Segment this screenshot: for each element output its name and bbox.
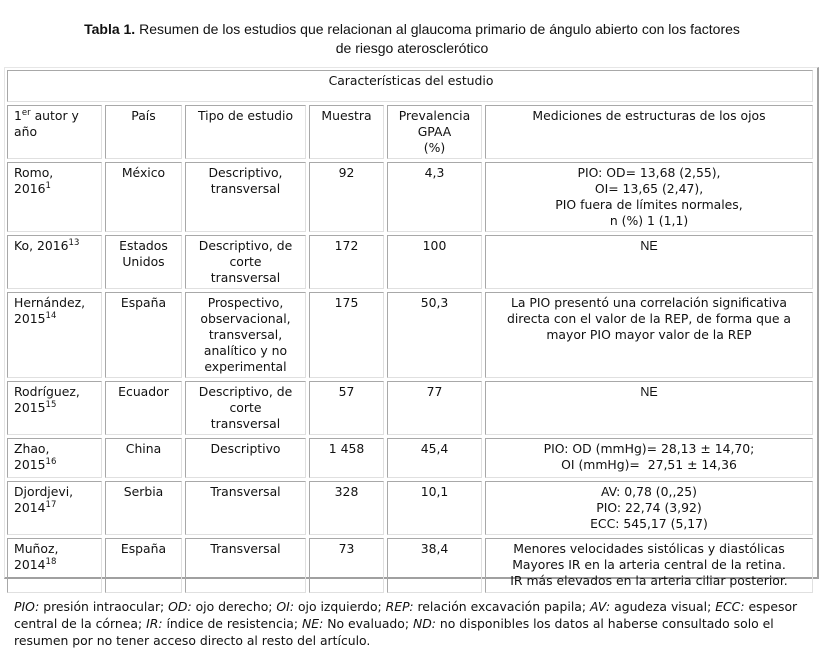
studies-table-frame xyxy=(4,67,819,588)
study-year: 2015 xyxy=(14,457,46,472)
study-year: 2016 xyxy=(14,181,46,196)
country-cell: España xyxy=(105,538,182,593)
reference-number: 1 xyxy=(45,181,51,191)
measurement-line: OI (mmHg)= 27,51 ± 14,36 xyxy=(561,457,737,472)
footnote-definition: ojo derecho; xyxy=(191,599,277,614)
study-type-line: experimental xyxy=(204,359,287,374)
study-type-line: Descriptivo xyxy=(210,441,281,456)
sample-cell: 175 xyxy=(309,292,384,378)
table-row xyxy=(7,292,813,378)
caption-text: Resumen de los estudios que relacionan al glaucoma primario de ángulo abierto con los factores xyxy=(135,21,740,37)
sample-cell: 1 458 xyxy=(309,438,384,478)
reference-number: 15 xyxy=(45,400,57,410)
footnote-definition: no disponibles los datos al haberse consultado solo el resumen por no tener acceso directo al resto del artículo. xyxy=(14,616,774,648)
studies-table xyxy=(4,67,816,596)
reference-number: 17 xyxy=(45,500,57,510)
column-header-author-text: autor y año xyxy=(14,108,79,139)
prevalence-cell: 100 xyxy=(387,235,482,289)
sample-cell: 92 xyxy=(309,162,384,232)
reference-number: 13 xyxy=(68,238,80,248)
measurement-line: PIO fuera de límites normales, xyxy=(555,197,743,212)
caption-label: Tabla 1. xyxy=(84,21,136,37)
column-header-author xyxy=(7,105,102,159)
table-row xyxy=(7,235,813,289)
measurements-cell xyxy=(485,292,813,378)
measurement-line: PIO: OD= 13,68 (2,55), xyxy=(577,165,721,180)
footnote-abbreviation: PIO: xyxy=(14,599,40,614)
footnote-abbreviation: IR: xyxy=(146,616,163,631)
measurement-line: Mayores IR en la arteria central de la retina. xyxy=(512,557,786,572)
prevalence-header-line: Prevalencia xyxy=(398,108,471,123)
measurement-line: NE xyxy=(640,239,658,253)
footnote-definition: presión intraocular; xyxy=(39,599,169,614)
group-header-row xyxy=(7,70,813,102)
footnote-abbreviation: REP: xyxy=(385,599,414,614)
author-name: Rodríguez, xyxy=(14,384,80,399)
footnote-definition: relación excavación papila; xyxy=(413,599,590,614)
column-header-row xyxy=(7,105,813,159)
prevalence-cell: 45,4 xyxy=(387,438,482,478)
prevalence-cell: 38,4 xyxy=(387,538,482,593)
measurement-line: OI= 13,65 (2,47), xyxy=(594,181,704,196)
measurement-line: n (%) 1 (1,1) xyxy=(609,213,689,228)
caption-line-1 xyxy=(0,20,824,39)
country-cell: Estados Unidos xyxy=(105,235,182,289)
measurement-line: directa con el valor de la REP, de forma que a xyxy=(506,311,792,326)
reference-number: 18 xyxy=(45,557,57,567)
study-type-cell xyxy=(185,292,306,378)
footnote-abbreviation: OI: xyxy=(276,599,294,614)
sample-cell: 172 xyxy=(309,235,384,289)
footnote-abbreviation: ECC: xyxy=(715,599,745,614)
table-row xyxy=(7,481,813,535)
study-type-line: observacional, xyxy=(200,311,291,326)
prevalence-cell: 10,1 xyxy=(387,481,482,535)
author-year-cell xyxy=(7,538,102,593)
country-cell: España xyxy=(105,292,182,378)
study-type-line: corte xyxy=(229,254,262,269)
sample-cell: 57 xyxy=(309,381,384,435)
column-header-author-sup: er xyxy=(21,108,31,118)
study-year: 2014 xyxy=(14,557,46,572)
measurements-cell xyxy=(485,538,813,593)
study-type-line: Transversal xyxy=(210,541,281,556)
country-cell: China xyxy=(105,438,182,478)
footnote-abbreviation: NE: xyxy=(301,616,324,631)
measurement-line: mayor PIO mayor valor de la REP xyxy=(546,327,752,342)
column-header-author-number: 1 xyxy=(14,108,22,123)
footnote-abbreviation: ND: xyxy=(412,616,436,631)
country-cell: Serbia xyxy=(105,481,182,535)
study-type-line: transversal xyxy=(210,416,281,431)
author-year-cell xyxy=(7,235,102,289)
study-type-line: Descriptivo, de xyxy=(198,384,293,399)
study-year: 2016 xyxy=(36,238,69,253)
study-type-cell xyxy=(185,235,306,289)
study-type-line: Descriptivo, de xyxy=(198,238,293,253)
country-cell: Ecuador xyxy=(105,381,182,435)
measurement-line: IR más elevados en la arteria ciliar posterior. xyxy=(510,573,788,588)
author-year-cell xyxy=(7,292,102,378)
study-type-line: corte xyxy=(229,400,262,415)
measurement-line: AV: 0,78 (0,,25) xyxy=(601,484,697,499)
prevalence-header-line: (%) xyxy=(423,140,446,155)
group-header-cell: Características del estudio xyxy=(7,70,813,102)
column-header-sample: Muestra xyxy=(309,105,384,159)
reference-number: 16 xyxy=(45,457,57,467)
study-year: 2015 xyxy=(14,311,46,326)
table-row xyxy=(7,381,813,435)
author-year-cell xyxy=(7,381,102,435)
study-type-line: transversal xyxy=(210,181,281,196)
column-header-country: País xyxy=(105,105,182,159)
footnote-definition: agudeza visual; xyxy=(610,599,716,614)
measurements-cell xyxy=(485,162,813,232)
column-header-measurements: Mediciones de estructuras de los ojos xyxy=(485,105,813,159)
author-name: Hernández, xyxy=(14,295,86,310)
study-type-cell xyxy=(185,162,306,232)
footnote-definition: No evaluado; xyxy=(323,616,413,631)
footnote-definition: ojo izquierdo; xyxy=(294,599,386,614)
measurements-cell xyxy=(485,438,813,478)
measurement-line: NE xyxy=(640,385,658,399)
column-header-prevalence xyxy=(387,105,482,159)
table-row xyxy=(7,162,813,232)
table-caption xyxy=(0,20,824,58)
measurement-line: Menores velocidades sistólicas y diastólicas xyxy=(513,541,785,556)
study-type-line: Prospectivo, xyxy=(207,295,284,310)
prevalence-header-line: GPAA xyxy=(417,124,452,139)
measurements-cell xyxy=(485,481,813,535)
study-year: 2014 xyxy=(14,500,46,515)
measurement-line: PIO: 22,74 (3,92) xyxy=(596,500,702,515)
measurements-cell xyxy=(485,235,813,289)
study-year: 2015 xyxy=(14,400,46,415)
author-name: Muñoz, xyxy=(14,541,59,556)
country-cell: México xyxy=(105,162,182,232)
prevalence-cell: 4,3 xyxy=(387,162,482,232)
footnote-definition: espesor central de la córnea; xyxy=(14,599,798,631)
measurement-line: La PIO presentó una correlación significativa xyxy=(511,295,787,310)
author-name: Zhao, xyxy=(14,441,50,456)
study-type-line: Descriptivo, xyxy=(208,165,283,180)
author-name: Romo, xyxy=(14,165,54,180)
study-type-cell xyxy=(185,381,306,435)
reference-number: 14 xyxy=(45,311,57,321)
caption-line-2: de riesgo aterosclerótico xyxy=(335,40,489,56)
study-type-line: analítico y no xyxy=(203,343,288,358)
prevalence-cell: 77 xyxy=(387,381,482,435)
footnote-definition: índice de resistencia; xyxy=(162,616,302,631)
author-name: Djordjevi, xyxy=(14,484,74,499)
measurement-line: PIO: OD (mmHg)= 28,13 ± 14,70; xyxy=(543,441,755,456)
author-name: Ko, xyxy=(14,238,34,253)
table-row xyxy=(7,438,813,478)
prevalence-cell: 50,3 xyxy=(387,292,482,378)
footnote-abbreviation: AV: xyxy=(589,599,611,614)
study-type-line: transversal xyxy=(210,270,281,285)
study-type-line: transversal, xyxy=(208,327,283,342)
sample-cell: 73 xyxy=(309,538,384,593)
measurement-line: ECC: 545,17 (5,17) xyxy=(590,516,708,531)
table-row xyxy=(7,538,813,593)
measurements-cell xyxy=(485,381,813,435)
author-year-cell xyxy=(7,162,102,232)
study-type-cell xyxy=(185,481,306,535)
study-type-line: Transversal xyxy=(210,484,281,499)
study-type-cell xyxy=(185,438,306,478)
author-year-cell xyxy=(7,438,102,478)
sample-cell: 328 xyxy=(309,481,384,535)
footnote-abbreviation: OD: xyxy=(168,599,192,614)
study-type-cell xyxy=(185,538,306,593)
table-footnote xyxy=(14,598,814,649)
column-header-study-type: Tipo de estudio xyxy=(185,105,306,159)
author-year-cell xyxy=(7,481,102,535)
